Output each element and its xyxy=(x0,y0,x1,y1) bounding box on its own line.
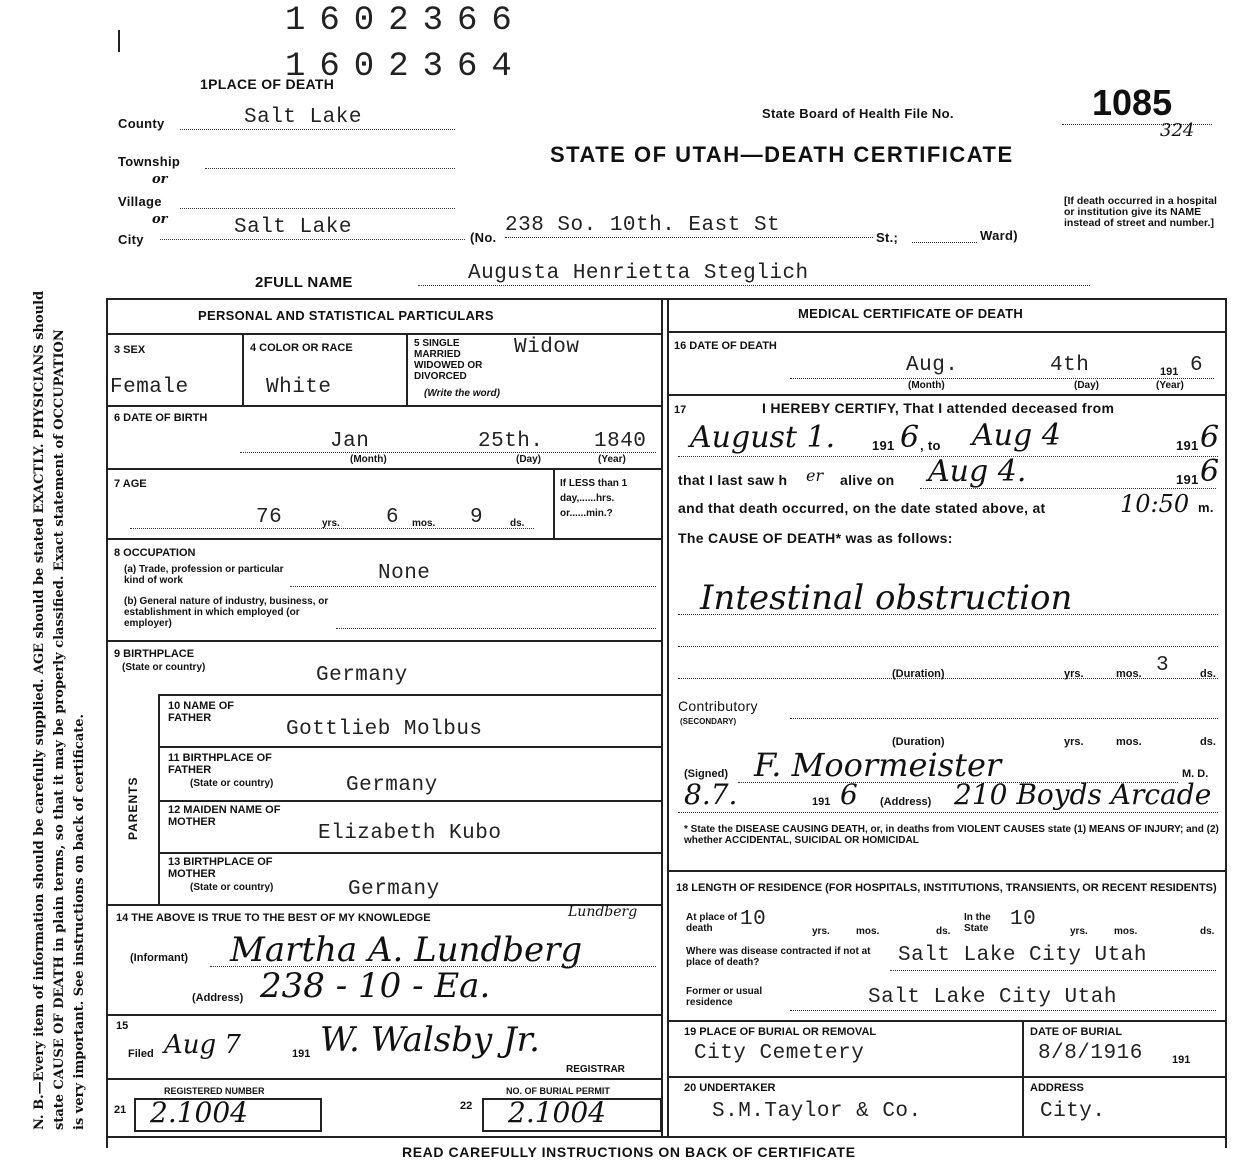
color-label: 4 COLOR OR RACE xyxy=(250,342,353,354)
sign-address: 210 Boyds Arcade xyxy=(954,778,1212,811)
res-ds-1: ds. xyxy=(936,926,951,937)
dob-day: 25th. xyxy=(478,430,544,453)
undertaker-label: 20 UNDERTAKER xyxy=(684,1082,776,1094)
contracted-label: Where was disease contracted if not at place of death? xyxy=(686,946,871,968)
residence-place: 10 xyxy=(740,908,767,931)
footer-instructions: READ CAREFULLY INSTRUCTIONS ON BACK OF CERTIFICATE xyxy=(402,1144,856,1160)
to-year-label: 191 xyxy=(1176,438,1199,453)
side-note-line2: state CAUSE OF DEATH in plain terms, so that it may be properly classified. Exact statement of OCCUPATION xyxy=(52,329,67,1130)
certificate-number-stamp-second: 1602364 xyxy=(285,48,526,86)
right-row-4 xyxy=(667,1020,1227,1022)
center-divider-2 xyxy=(667,298,669,1138)
sex-col-divider xyxy=(242,333,244,405)
marital-value: Widow xyxy=(514,336,580,359)
duration-yrs-2: yrs. xyxy=(1064,736,1084,748)
birthplace-sub: (State or country) xyxy=(122,662,206,673)
age-line xyxy=(130,528,534,529)
filed-year: 191 xyxy=(292,1048,311,1060)
filed-label: Filed xyxy=(128,1048,154,1060)
burial-permit-label: NO. OF BURIAL PERMIT xyxy=(506,1086,610,1096)
death-time: 10:50 xyxy=(1120,490,1190,518)
cause-label: The CAUSE OF DEATH* was as follows: xyxy=(678,530,953,546)
sign-year: 6 xyxy=(840,778,858,811)
registrar-label: REGISTRAR xyxy=(566,1064,625,1075)
contracted-line xyxy=(890,970,1216,971)
dob-day-caption: (Day) xyxy=(516,454,542,465)
cause-value: Intestinal obstruction xyxy=(700,578,1073,618)
dod-day: 4th xyxy=(1050,354,1090,377)
marital-note: (Write the word) xyxy=(424,388,500,399)
full-name-value: Augusta Henrietta Steglich xyxy=(418,262,1090,286)
left-row-5 xyxy=(106,640,662,642)
file-no-label: State Board of Health File No. xyxy=(762,106,954,121)
duration-label-1: (Duration) xyxy=(892,668,945,680)
dob-month: Jan xyxy=(330,430,370,453)
burial-date-191: 191 xyxy=(1172,1054,1191,1066)
occupation-b-line xyxy=(336,628,656,629)
father-birthplace-sub: (State or country) xyxy=(190,778,274,789)
informant-note: Lundberg xyxy=(568,904,638,920)
father-label: 10 NAME OF FATHER xyxy=(168,700,235,724)
res-mos-1: mos. xyxy=(856,926,880,937)
left-row-11 xyxy=(106,1014,662,1016)
left-row-6 xyxy=(158,694,662,696)
parents-label: PARENTS xyxy=(126,776,140,840)
physician-signature: F. Moormeister xyxy=(754,746,1002,784)
age-yrs-caption: yrs. xyxy=(322,518,340,529)
right-row-5 xyxy=(667,1076,1227,1078)
occupation-line xyxy=(290,586,656,587)
dod-label: 16 DATE OF DEATH xyxy=(674,340,777,352)
contributory-label: Contributory xyxy=(678,698,758,714)
former-value: Salt Lake City Utah xyxy=(868,986,1117,1009)
father-birthplace-value: Germany xyxy=(346,774,438,797)
left-row-1 xyxy=(106,333,662,335)
file-no-value: 1085 xyxy=(1092,82,1173,123)
dob-label: 6 DATE OF BIRTH xyxy=(114,412,208,424)
state-note: * State the DISEASE CAUSING DEATH, or, in deaths from VIOLENT CAUSES state (1) MEANS OF INJURY; and (2) whether ACCIDENTAL, SUICIDAL OR HOMICIDAL xyxy=(684,824,1219,846)
reg-22: 22 xyxy=(460,1100,473,1112)
street-value: 238 So. 10th. East St xyxy=(505,214,873,238)
certificate-title: STATE OF UTAH—DEATH CERTIFICATE xyxy=(550,142,1014,167)
parents-divider xyxy=(158,694,160,904)
age-less-note: If LESS than 1 day,......hrs. or......min.? xyxy=(560,478,628,519)
personal-section-title: PERSONAL AND STATISTICAL PARTICULARS xyxy=(198,308,494,323)
village-label: Village xyxy=(118,194,162,209)
res-yrs-1: yrs. xyxy=(812,926,830,937)
no-label: (No. xyxy=(470,230,497,245)
place-of-death-label: 1PLACE OF DEATH xyxy=(200,76,335,92)
to-label: , to xyxy=(920,438,941,453)
duration-ds-1: ds. xyxy=(1200,668,1216,680)
at-place-label: At place of death xyxy=(686,912,738,934)
dod-month: Aug. xyxy=(906,354,959,377)
residence-state: 10 xyxy=(1010,908,1037,931)
right-row-3 xyxy=(667,870,1227,872)
death-occurred-label: and that death occurred, on the date stated above, at xyxy=(678,500,1046,516)
contributory-line xyxy=(790,718,1218,719)
left-row-4 xyxy=(106,538,662,540)
age-divider xyxy=(553,468,555,538)
informant-signature: Martha A. Lundberg xyxy=(230,930,583,970)
certificate-number-stamp: 1602366 xyxy=(285,2,526,40)
dod-year-end: 6 xyxy=(1190,354,1204,377)
sign-date: 8.7. xyxy=(684,778,738,811)
city-label: City xyxy=(118,232,144,247)
duration-yrs-1: yrs. xyxy=(1064,668,1084,680)
registered-number-value: 2.1004 xyxy=(150,1096,248,1129)
burial-date-label: DATE OF BURIAL xyxy=(1030,1026,1123,1038)
death-time-m: m. xyxy=(1198,500,1214,515)
alive-line xyxy=(920,488,1216,489)
undertaker-address-label: ADDRESS xyxy=(1030,1082,1084,1094)
county-label: County xyxy=(118,116,165,131)
birthplace-value: Germany xyxy=(316,664,408,687)
medical-section-title: MEDICAL CERTIFICATE OF DEATH xyxy=(798,306,1024,321)
alive-year-label: 191 xyxy=(1176,472,1199,487)
last-saw-her: er xyxy=(806,466,824,485)
alive-date: Aug 4. xyxy=(928,454,1027,489)
attended-to: Aug 4 xyxy=(972,418,1061,453)
left-row-3 xyxy=(106,468,662,470)
secondary-label: (SECONDARY) xyxy=(680,717,737,726)
age-ds-caption: ds. xyxy=(510,518,525,529)
mother-label: 12 MAIDEN NAME OF MOTHER xyxy=(168,804,281,828)
age-years: 76 xyxy=(256,506,283,529)
res-ds-2: ds. xyxy=(1200,926,1215,937)
cause-line-1 xyxy=(678,614,1218,615)
or-2: or xyxy=(152,212,168,227)
res-yrs-2: yrs. xyxy=(1070,926,1088,937)
attended-from: August 1. xyxy=(690,420,836,455)
occupation-b: (b) General nature of industry, business, or establishment in which employed (or employer) xyxy=(124,596,329,629)
mother-birthplace-sub: (State or country) xyxy=(190,882,274,893)
informant-label: (Informant) xyxy=(130,952,189,964)
in-state-label: In the State xyxy=(964,912,991,934)
dod-month-caption: (Month) xyxy=(908,380,945,391)
color-value: White xyxy=(266,376,332,399)
stamp-mark xyxy=(118,30,120,52)
city-value: Salt Lake xyxy=(160,216,465,240)
or-1: or xyxy=(152,172,168,187)
age-mos-caption: mos. xyxy=(412,518,436,529)
duration-mos-2: mos. xyxy=(1116,736,1142,748)
age-label: 7 AGE xyxy=(114,478,147,490)
former-label: Former or usual residence xyxy=(686,986,763,1008)
above-true-label: 14 THE ABOVE IS TRUE TO THE BEST OF MY KNOWLEDGE xyxy=(116,912,431,924)
from-year-label: 191 xyxy=(872,438,895,453)
certify-number: 17 xyxy=(674,404,687,416)
township-line xyxy=(205,168,455,169)
father-birthplace-label: 11 BIRTHPLACE OF FATHER xyxy=(168,752,272,776)
alive-on-label: alive on xyxy=(840,472,895,488)
village-line xyxy=(180,208,455,209)
right-row-2 xyxy=(667,394,1227,396)
sign-address-label: (Address) xyxy=(880,796,932,808)
dod-year: 191 xyxy=(1160,366,1179,378)
address-label: (Address) xyxy=(192,992,244,1004)
left-row-8 xyxy=(158,800,662,802)
burial-permit-value: 2.1004 xyxy=(508,1096,606,1129)
ward-line xyxy=(912,242,977,243)
township-label: Township xyxy=(118,154,181,169)
duration-line-1 xyxy=(678,678,1218,679)
filed-number: 15 xyxy=(116,1020,129,1032)
res-mos-2: mos. xyxy=(1114,926,1138,937)
border-left xyxy=(106,298,108,1148)
left-row-12 xyxy=(106,1078,662,1080)
sign-year-label: 191 xyxy=(812,796,831,808)
left-row-7 xyxy=(158,746,662,748)
file-side-number: 324 xyxy=(1160,120,1195,141)
duration-ds-2: ds. xyxy=(1200,736,1216,748)
sign-address-line xyxy=(678,812,1218,813)
undertaker-address-value: City. xyxy=(1040,1100,1106,1123)
right-row-1 xyxy=(667,331,1227,333)
st-label: St.; xyxy=(876,230,899,245)
former-line xyxy=(790,1010,1216,1011)
ward-label: Ward) xyxy=(980,228,1018,243)
registrar-signature: W. Walsby Jr. xyxy=(320,1020,540,1060)
marital-label: 5 SINGLE MARRIED WIDOWED OR DIVORCED xyxy=(414,338,483,382)
center-divider xyxy=(661,298,663,1138)
duration-mos-1: mos. xyxy=(1116,668,1142,680)
mother-value: Elizabeth Kubo xyxy=(318,822,502,845)
sex-value: Female xyxy=(110,376,189,399)
age-days: 9 xyxy=(470,506,484,529)
alive-year: 6 xyxy=(1200,454,1220,489)
dod-year-caption: (Year) xyxy=(1156,380,1184,391)
informant-address: 238 - 10 - Ea. xyxy=(260,966,491,1006)
signed-label: (Signed) xyxy=(684,768,728,780)
to-year: 6 xyxy=(1200,420,1220,455)
from-year: 6 xyxy=(900,420,920,455)
burial-date-value: 8/8/1916 xyxy=(1038,1042,1143,1065)
mother-birthplace-label: 13 BIRTHPLACE OF MOTHER xyxy=(168,856,273,880)
occupation-label: 8 OCCUPATION xyxy=(114,547,196,559)
contracted-value: Salt Lake City Utah xyxy=(898,944,1147,967)
occupation-value: None xyxy=(378,562,431,585)
duration-label-2: (Duration) xyxy=(892,736,945,748)
full-name-label: 2FULL NAME xyxy=(255,274,353,291)
side-note-line3: is very important. See instructions on back of certificate. xyxy=(72,713,87,1130)
md-label: M. D. xyxy=(1182,768,1209,780)
reg-21: 21 xyxy=(114,1104,127,1116)
burial-label: 19 PLACE OF BURIAL OR REMOVAL xyxy=(684,1026,877,1038)
dob-month-caption: (Month) xyxy=(350,454,387,465)
dod-line xyxy=(790,378,1214,379)
burial-value: City Cemetery xyxy=(694,1042,865,1065)
certify-text: I HEREBY CERTIFY, That I attended deceased from xyxy=(762,400,1115,416)
residence-label: 18 LENGTH OF RESIDENCE (FOR HOSPITALS, INSTITUTIONS, TRANSIENTS, OR RECENT RESIDENTS) xyxy=(676,882,1217,894)
color-col-divider xyxy=(406,333,408,405)
age-months: 6 xyxy=(386,506,400,529)
left-row-2 xyxy=(106,405,662,407)
occupation-a: (a) Trade, profession or particular kind of work xyxy=(124,564,284,586)
dob-line xyxy=(240,452,656,453)
burial-divider xyxy=(1022,1020,1024,1136)
sex-label: 3 SEX xyxy=(114,344,146,356)
filed-date: Aug 7 xyxy=(164,1030,241,1060)
undertaker-value: S.M.Taylor & Co. xyxy=(712,1100,922,1123)
birthplace-label: 9 BIRTHPLACE xyxy=(114,648,195,660)
duration-value: 3 xyxy=(1156,654,1170,677)
side-note-line1: N. B.—Every item of information should be carefully supplied. AGE should be stated EXACTLY. PHYSICIANS should xyxy=(32,290,47,1130)
dod-day-caption: (Day) xyxy=(1074,380,1100,391)
hospital-note: [If death occurred in a hospital or institution give its NAME instead of street and number.] xyxy=(1064,195,1217,229)
dob-year-caption: (Year) xyxy=(598,454,626,465)
last-saw-label: that I last saw h xyxy=(678,472,788,488)
registered-number-label: REGISTERED NUMBER xyxy=(164,1086,265,1096)
cause-line-2 xyxy=(678,646,1218,647)
father-value: Gottlieb Molbus xyxy=(286,718,483,741)
mother-birthplace-value: Germany xyxy=(348,878,440,901)
left-row-9 xyxy=(158,852,662,854)
dob-year: 1840 xyxy=(594,430,647,453)
county-value: Salt Lake xyxy=(180,106,455,130)
